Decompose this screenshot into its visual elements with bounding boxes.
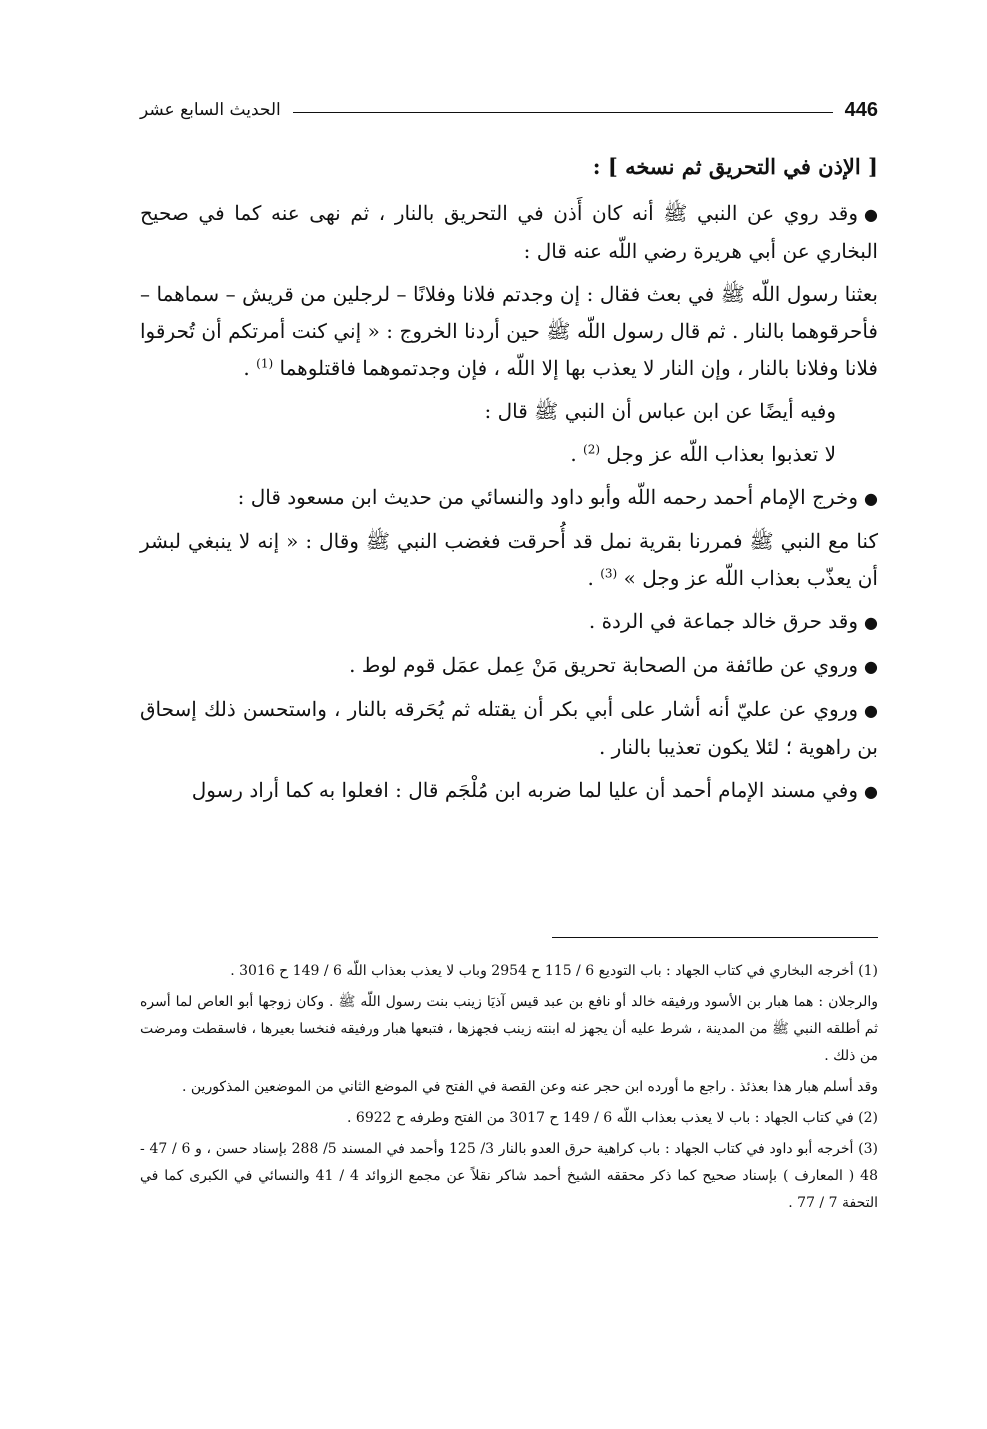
section-heading: [ الإذن في التحريق ثم نسخه ] : xyxy=(592,154,878,179)
footnote-ref: (3) xyxy=(600,566,618,581)
main-text xyxy=(140,148,878,816)
footnote: (1) أخرجه البخاري في كتاب الجهاد : باب التوديع 6 / 115 ح 2954 وباب لا يعذب بعذاب اللّه 6 / 149 ح 3016 . xyxy=(230,963,878,979)
header-rule xyxy=(293,112,833,113)
hadith-quote: بعثنا رسول اللّه ﷺ في بعث فقال : إن وجدتم فلانا وفلانًا – لرجلين من قريش – سماهما – فأحرقوهما بالنار . ثم قال رسول اللّه ﷺ حين أردنا الخروج : « إني كنت أمرتكم أن تُحرقوا فلانا وفلانا بالنار ، وإن النار لا يعذب بها إلا اللّه ، فإن وجدتموهما فاقتلوهما $^{(1)}$ . xyxy=(140,282,878,380)
paragraph: ●وروي عن طائفة من الصحابة تحريق مَنْ عِمل عمَل قوم لوط . xyxy=(140,647,878,685)
footnote: (3) أخرجه أبو داود في كتاب الجهاد : باب كراهية حرق العدو بالنار 3/ 125 وأحمد في المسند 5/ 288 بإسناد حسن ، و 6 / 47 - 48 ( المعارف ) بإسناد صحيح كما ذكر محققه الشيخ أحمد شاكر نقلاً عن مجمع الزوائد 4 / 41 والنسائي في الكبرى كما في التحفة 7 / 77 . xyxy=(140,1141,879,1211)
footnotes xyxy=(140,958,878,1221)
bullet-icon: ● xyxy=(864,489,878,508)
bullet-icon: ● xyxy=(864,205,878,224)
bullet-icon: ● xyxy=(864,657,878,676)
footnote: (2) في كتاب الجهاد : باب لا يعذب بعذاب اللّه 6 / 149 ح 3017 من الفتح وطرفه ح 6922 . xyxy=(347,1110,878,1126)
paragraph: وفيه أيضًا عن ابن عباس أن النبي ﷺ قال : xyxy=(484,399,836,423)
bullet-icon: ● xyxy=(864,782,878,801)
footnote-separator xyxy=(552,937,878,938)
end-mark: . xyxy=(570,442,577,466)
bullet-icon: ● xyxy=(864,613,878,632)
end-mark: . xyxy=(587,566,594,590)
paragraph: ●وروي عن عليّ أنه أشار على أبي بكر أن يقتله ثم يُحَرقه بالنار ، واستحسن ذلك إسحاق بن راهوية ؛ لئلا يكون تعذيبا بالنار . xyxy=(140,691,878,766)
paragraph: ●وقد حرق خالد جماعة في الردة . xyxy=(140,603,878,641)
footnote: وقد أسلم هبار هذا بعذئذ . راجع ما أورده ابن حجر عنه وعن القصة في الفتح في الموضع الثاني من الموضعين المذكورين . xyxy=(181,1079,878,1095)
paragraph: ●وخرج الإمام أحمد رحمه اللّه وأبو داود والنسائي من حديث ابن مسعود قال : xyxy=(140,479,878,517)
running-title: الحديث السابع عشر xyxy=(140,100,281,120)
footnote-ref: (2) xyxy=(583,442,601,457)
page-number: 446 xyxy=(844,98,878,121)
hadith-quote: كنا مع النبي ﷺ فمررنا بقرية نمل قد أُحرقت فغضب النبي ﷺ وقال : « إنه لا ينبغي لبشر أن يعذّب بعذاب اللّه عز وجل » $^{(3)}$ . xyxy=(140,529,878,590)
end-mark: . xyxy=(243,356,250,380)
footnote-ref: (1) xyxy=(256,356,274,371)
bullet-icon: ● xyxy=(864,701,878,720)
footnote: والرجلان : هما هبار بن الأسود ورفيقه خالد أو نافع بن عبد قيس آذيَا زينب بنت رسول اللّه ﷺ . وكان زوجها أبو العاص لما أسره ثم أطلقه النبي ﷺ من المدينة ، شرط عليه أن يجهز له ابنته زينب فجهزها ، فتبعها هبار ورفيقه فنخسا بعيرها ، فاسقطت ومرضت من ذلك . xyxy=(140,994,878,1064)
paragraph: ●وفي مسند الإمام أحمد أن عليا لما ضربه ابن مُلْجَم قال : افعلوا به كما أراد رسول xyxy=(140,772,878,810)
page-header xyxy=(140,90,878,130)
hadith-quote: لا تعذبوا بعذاب اللّه عز وجل $^{(2)}$ . xyxy=(570,442,836,466)
paragraph: ●وقد روي عن النبي ﷺ أنه كان أَذن في التحريق بالنار ، ثم نهى عنه كما في صحيح البخاري عن أبي هريرة رضي اللّه عنه قال : xyxy=(140,195,878,270)
